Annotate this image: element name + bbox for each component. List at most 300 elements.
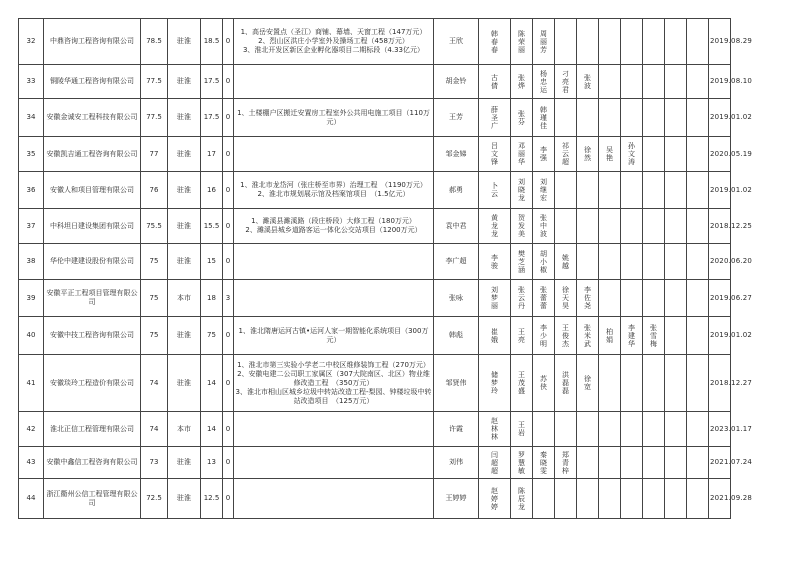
location-cell: 驻淮 xyxy=(168,172,201,209)
bonus-cell: 0 xyxy=(223,412,234,447)
staff-cell xyxy=(511,137,533,172)
lead-person-cell: 郝勇 xyxy=(434,172,479,209)
staff-cell xyxy=(479,99,511,137)
date-cell: 2021.09.28 xyxy=(709,479,731,519)
row-number-cell: 37 xyxy=(19,209,44,244)
date-cell: 2019.06.27 xyxy=(709,280,731,317)
staff-name: 古倩 xyxy=(491,73,498,90)
staff-name: 王亮 xyxy=(518,327,525,344)
staff-name: 张芬 xyxy=(518,109,525,126)
staff-cell xyxy=(533,137,555,172)
company-name-cell: 安徽中鑫信工程咨询有限公司 xyxy=(44,447,141,479)
project-line: 2、濉溪县城乡道路客运一体化公交站项目（1200万元） xyxy=(245,226,422,234)
bonus-cell: 0 xyxy=(223,65,234,99)
subtotal-cell: 12.5 xyxy=(201,479,223,519)
staff-name: 邓丽华 xyxy=(518,142,525,166)
staff-name: 薛圣广 xyxy=(491,105,498,130)
staff-cell xyxy=(621,137,643,172)
project-line: 2、烈山区洪庄小学室外及操场工程（458万元） xyxy=(258,37,409,45)
staff-name: 储梦玲 xyxy=(491,371,498,395)
company-name-cell: 安徽凯吉通工程咨询有限公司 xyxy=(44,137,141,172)
staff-name: 秦晓雯 xyxy=(540,450,547,475)
staff-cell xyxy=(599,479,621,519)
location-cell: 驻淮 xyxy=(168,355,201,412)
staff-cell xyxy=(599,317,621,355)
project-line: 1、淮北市第三实验小学老二中校区维修装饰工程（270万元） xyxy=(237,360,430,369)
staff-cell xyxy=(479,317,511,355)
staff-name: 祁云超 xyxy=(562,142,569,166)
staff-cell xyxy=(621,447,643,479)
row-number-cell: 35 xyxy=(19,137,44,172)
score-cell: 75 xyxy=(141,317,168,355)
score-cell: 77.5 xyxy=(141,65,168,99)
projects-cell xyxy=(234,137,434,172)
staff-cell xyxy=(479,447,511,479)
company-name-cell: 安徽金诚安工程科技有限公司 xyxy=(44,99,141,137)
staff-cell xyxy=(599,99,621,137)
projects-cell xyxy=(234,355,434,412)
staff-cell xyxy=(479,412,511,447)
date-cell: 2019.01.02 xyxy=(709,172,731,209)
row-number-cell: 44 xyxy=(19,479,44,519)
staff-cell xyxy=(511,280,533,317)
staff-cell xyxy=(687,19,709,65)
location-cell: 本市 xyxy=(168,412,201,447)
company-name-cell: 安徽中技工程咨询有限公司 xyxy=(44,317,141,355)
staff-name: 洪磊磊 xyxy=(562,371,569,395)
staff-cell xyxy=(577,355,599,412)
staff-name: 王俊杰 xyxy=(562,323,569,348)
company-name-cell: 安徽人和项目管理有限公司 xyxy=(44,172,141,209)
staff-cell xyxy=(577,244,599,280)
staff-cell xyxy=(511,317,533,355)
staff-cell xyxy=(577,317,599,355)
company-table xyxy=(18,18,786,519)
staff-cell xyxy=(643,412,665,447)
staff-name: 罗慧敏 xyxy=(518,450,525,475)
lead-person-cell: 袁中君 xyxy=(434,209,479,244)
date-cell: 2019.01.02 xyxy=(709,317,731,355)
row-number-cell: 34 xyxy=(19,99,44,137)
row-number-cell: 33 xyxy=(19,65,44,99)
staff-cell xyxy=(511,65,533,99)
score-cell: 72.5 xyxy=(141,479,168,519)
table-body xyxy=(19,19,786,519)
row-number-cell: 40 xyxy=(19,317,44,355)
table-row xyxy=(19,99,786,137)
subtotal-cell: 18 xyxy=(201,280,223,317)
staff-cell xyxy=(687,355,709,412)
location-cell: 驻淮 xyxy=(168,447,201,479)
staff-cell xyxy=(687,479,709,519)
staff-name: 贺发美 xyxy=(518,214,525,238)
staff-name: 韩瑾佳 xyxy=(540,105,547,130)
projects-cell xyxy=(234,19,434,65)
staff-cell xyxy=(555,280,577,317)
staff-name: 崔娥 xyxy=(491,327,498,344)
staff-name: 张云丹 xyxy=(518,286,525,310)
staff-cell xyxy=(555,137,577,172)
table-row xyxy=(19,137,786,172)
staff-cell xyxy=(687,412,709,447)
staff-cell xyxy=(511,99,533,137)
company-name-cell: 中鼎咨询工程咨询有限公司 xyxy=(44,19,141,65)
project-line: 3、淮北开发区新区企业孵化器项目二期标段（4.33亿元） xyxy=(242,46,425,54)
staff-name: 李建华 xyxy=(628,323,635,348)
location-cell: 驻淮 xyxy=(168,244,201,280)
staff-name: 周丽芳 xyxy=(540,29,547,54)
staff-cell xyxy=(665,479,687,519)
staff-cell xyxy=(555,244,577,280)
staff-name: 徐宽 xyxy=(584,375,591,391)
staff-cell xyxy=(643,244,665,280)
lead-person-cell: 李广超 xyxy=(434,244,479,280)
staff-cell xyxy=(643,355,665,412)
projects-cell xyxy=(234,280,434,317)
staff-cell xyxy=(643,317,665,355)
staff-cell xyxy=(577,209,599,244)
staff-cell xyxy=(621,355,643,412)
staff-name: 刘继宏 xyxy=(540,178,547,202)
staff-cell xyxy=(479,244,511,280)
staff-cell xyxy=(511,209,533,244)
score-cell: 74 xyxy=(141,355,168,412)
company-name-cell: 安徽琰玲工程造价有限公司 xyxy=(44,355,141,412)
staff-cell xyxy=(621,317,643,355)
project-line: 1、濉溪县濉溪路（段庄桥段）大修工程（180万元） xyxy=(251,217,416,225)
table-row xyxy=(19,244,786,280)
staff-cell xyxy=(511,479,533,519)
project-line: 1、土楼棚户区搬迁安置房工程室外公共用电施工项目（110万元） xyxy=(237,108,430,126)
bonus-cell: 0 xyxy=(223,99,234,137)
staff-cell xyxy=(687,447,709,479)
subtotal-cell: 14 xyxy=(201,355,223,412)
subtotal-cell: 17.5 xyxy=(201,65,223,99)
staff-name: 赵林林 xyxy=(491,417,498,441)
staff-cell xyxy=(599,209,621,244)
staff-cell xyxy=(665,137,687,172)
staff-cell xyxy=(665,65,687,99)
company-name-cell: 铜陵华通工程咨询有限公司 xyxy=(44,65,141,99)
staff-cell xyxy=(621,280,643,317)
staff-name: 吴艳 xyxy=(606,146,613,162)
location-cell: 本市 xyxy=(168,280,201,317)
staff-cell xyxy=(533,65,555,99)
staff-cell xyxy=(665,412,687,447)
staff-cell xyxy=(479,65,511,99)
staff-cell xyxy=(687,209,709,244)
staff-name: 张波 xyxy=(584,73,591,90)
location-cell: 驻淮 xyxy=(168,209,201,244)
staff-name: 刘晓龙 xyxy=(518,178,525,202)
staff-cell xyxy=(479,479,511,519)
lead-person-cell: 胡金铃 xyxy=(434,65,479,99)
staff-cell xyxy=(599,244,621,280)
staff-cell xyxy=(479,19,511,65)
bonus-cell: 0 xyxy=(223,317,234,355)
table-row xyxy=(19,209,786,244)
project-line: 2、淮北市规划展示馆及档案馆项目 （1.5亿元） xyxy=(257,190,410,198)
staff-name: 陈辰龙 xyxy=(518,486,525,511)
staff-cell xyxy=(621,172,643,209)
score-cell: 75.5 xyxy=(141,209,168,244)
staff-name: 李骏 xyxy=(491,253,498,270)
staff-cell xyxy=(665,447,687,479)
subtotal-cell: 16 xyxy=(201,172,223,209)
staff-cell xyxy=(665,317,687,355)
date-cell: 2019.01.02 xyxy=(709,99,731,137)
projects-cell xyxy=(234,479,434,519)
staff-cell xyxy=(511,244,533,280)
project-line: 1、淮北市龙岱河（张庄桥至市界）治理工程 （1190万元） xyxy=(240,181,427,189)
staff-cell xyxy=(687,137,709,172)
company-name-cell: 华伦中建建设股份有限公司 xyxy=(44,244,141,280)
subtotal-cell: 15 xyxy=(201,244,223,280)
table-row xyxy=(19,19,786,65)
staff-name: 郑青梓 xyxy=(562,450,569,475)
location-cell: 驻淮 xyxy=(168,99,201,137)
staff-cell xyxy=(479,355,511,412)
staff-name: 韩春春 xyxy=(491,29,498,54)
date-cell: 2018.12.27 xyxy=(709,355,731,412)
staff-name: 柏娟 xyxy=(606,327,613,344)
project-line: 3、淮北市相山区城乡垃圾中转站改造工程-梨园、钟楼垃圾中转站改造项目 （125万元） xyxy=(235,387,432,405)
staff-cell xyxy=(643,447,665,479)
staff-cell xyxy=(643,19,665,65)
staff-cell xyxy=(599,355,621,412)
table-row xyxy=(19,355,786,412)
staff-cell xyxy=(665,172,687,209)
staff-cell xyxy=(643,209,665,244)
staff-cell xyxy=(687,99,709,137)
staff-name: 刘梦丽 xyxy=(491,286,498,310)
date-cell: 2021.07.24 xyxy=(709,447,731,479)
staff-cell xyxy=(621,244,643,280)
company-name-cell: 浙江衢州公信工程管理有限公司 xyxy=(44,479,141,519)
staff-name: 李少明 xyxy=(540,323,547,348)
staff-name: 张中波 xyxy=(540,214,547,238)
subtotal-cell: 14 xyxy=(201,412,223,447)
projects-cell xyxy=(234,412,434,447)
staff-cell xyxy=(599,412,621,447)
staff-name: 闫超超 xyxy=(491,450,498,475)
staff-cell xyxy=(665,244,687,280)
staff-cell xyxy=(555,479,577,519)
subtotal-cell: 13 xyxy=(201,447,223,479)
staff-cell xyxy=(643,280,665,317)
subtotal-cell: 75 xyxy=(201,317,223,355)
projects-cell xyxy=(234,317,434,355)
staff-cell xyxy=(687,172,709,209)
staff-cell xyxy=(687,317,709,355)
staff-cell xyxy=(479,172,511,209)
company-name-cell: 安徽平正工程项目管理有限公司 xyxy=(44,280,141,317)
lead-person-cell: 王婷婷 xyxy=(434,479,479,519)
staff-cell xyxy=(577,479,599,519)
staff-cell xyxy=(577,412,599,447)
staff-cell xyxy=(665,209,687,244)
score-cell: 73 xyxy=(141,447,168,479)
staff-cell xyxy=(511,412,533,447)
staff-cell xyxy=(533,280,555,317)
projects-cell xyxy=(234,65,434,99)
staff-cell xyxy=(555,412,577,447)
staff-cell xyxy=(577,447,599,479)
score-cell: 75 xyxy=(141,244,168,280)
staff-cell xyxy=(555,317,577,355)
staff-cell xyxy=(577,137,599,172)
staff-name: 黄龙龙 xyxy=(491,214,498,238)
staff-cell xyxy=(643,137,665,172)
project-line: 1、淮北隋唐运河古镇•运河人家一期智能化系统项目（300万元） xyxy=(238,326,429,344)
bonus-cell: 0 xyxy=(223,244,234,280)
date-cell: 2020.05.19 xyxy=(709,137,731,172)
staff-name: 赵婷婷 xyxy=(491,486,498,511)
row-number-cell: 39 xyxy=(19,280,44,317)
lead-person-cell: 王欣 xyxy=(434,19,479,65)
projects-cell xyxy=(234,447,434,479)
date-cell: 2020.06.20 xyxy=(709,244,731,280)
location-cell: 驻淮 xyxy=(168,19,201,65)
staff-cell xyxy=(533,19,555,65)
staff-cell xyxy=(599,137,621,172)
row-number-cell: 42 xyxy=(19,412,44,447)
row-number-cell: 32 xyxy=(19,19,44,65)
staff-cell xyxy=(599,447,621,479)
staff-cell xyxy=(643,65,665,99)
staff-cell xyxy=(533,172,555,209)
bonus-cell: 0 xyxy=(223,209,234,244)
staff-cell xyxy=(577,19,599,65)
score-cell: 76 xyxy=(141,172,168,209)
staff-name: 徐天昊 xyxy=(562,286,569,310)
staff-name: 李强 xyxy=(540,146,547,162)
staff-name: 张雪梅 xyxy=(650,323,657,348)
row-number-cell: 43 xyxy=(19,447,44,479)
staff-cell xyxy=(621,19,643,65)
table-row xyxy=(19,412,786,447)
staff-cell xyxy=(555,209,577,244)
staff-cell xyxy=(479,209,511,244)
staff-cell xyxy=(665,99,687,137)
score-cell: 75 xyxy=(141,280,168,317)
lead-person-cell: 王芳 xyxy=(434,99,479,137)
staff-cell xyxy=(621,209,643,244)
staff-cell xyxy=(533,412,555,447)
staff-name: 张烨 xyxy=(518,73,525,90)
staff-name: 孙文涛 xyxy=(628,142,635,166)
staff-cell xyxy=(577,280,599,317)
record-sheet xyxy=(18,18,778,552)
score-cell: 78.5 xyxy=(141,19,168,65)
staff-cell xyxy=(555,447,577,479)
staff-cell xyxy=(643,479,665,519)
staff-cell xyxy=(643,99,665,137)
staff-cell xyxy=(621,412,643,447)
staff-cell xyxy=(555,355,577,412)
staff-cell xyxy=(599,172,621,209)
staff-cell xyxy=(599,280,621,317)
project-line: 2、安徽电建二公司职工家属区（307大院南区、北区）物业维修改造工程 （350万元） xyxy=(237,369,430,387)
subtotal-cell: 15.5 xyxy=(201,209,223,244)
staff-cell xyxy=(577,65,599,99)
staff-cell xyxy=(555,99,577,137)
staff-name: 张米武 xyxy=(584,323,591,348)
subtotal-cell: 17.5 xyxy=(201,99,223,137)
staff-name: 刁亮君 xyxy=(562,69,569,94)
table-row xyxy=(19,172,786,209)
bonus-cell: 0 xyxy=(223,19,234,65)
staff-name: 张蕾蕾 xyxy=(540,286,547,310)
date-cell: 2018.12.25 xyxy=(709,209,731,244)
staff-cell xyxy=(687,244,709,280)
staff-cell xyxy=(511,447,533,479)
staff-cell xyxy=(643,172,665,209)
staff-name: 王茂盛 xyxy=(518,371,525,395)
subtotal-cell: 18.5 xyxy=(201,19,223,65)
score-cell: 74 xyxy=(141,412,168,447)
table-row xyxy=(19,65,786,99)
score-cell: 77.5 xyxy=(141,99,168,137)
staff-name: 吕文锋 xyxy=(491,142,498,166)
staff-cell xyxy=(687,280,709,317)
staff-name: 徐然 xyxy=(584,146,591,162)
date-cell: 2019.08.10 xyxy=(709,65,731,99)
projects-cell xyxy=(234,172,434,209)
bonus-cell: 0 xyxy=(223,172,234,209)
table-row xyxy=(19,317,786,355)
staff-name: 苏侠 xyxy=(540,375,547,391)
company-name-cell: 淮北正信工程管理有限公司 xyxy=(44,412,141,447)
staff-name: 樊芝涵 xyxy=(518,249,525,274)
location-cell: 驻淮 xyxy=(168,479,201,519)
lead-person-cell: 刘伟 xyxy=(434,447,479,479)
staff-name: 卜云 xyxy=(491,182,498,198)
lead-person-cell: 张咏 xyxy=(434,280,479,317)
staff-cell xyxy=(665,280,687,317)
company-name-cell: 中科坦日建设集团有限公司 xyxy=(44,209,141,244)
row-number-cell: 38 xyxy=(19,244,44,280)
staff-cell xyxy=(511,355,533,412)
bonus-cell: 0 xyxy=(223,355,234,412)
staff-name: 杨忠运 xyxy=(540,69,547,94)
lead-person-cell: 邹金娣 xyxy=(434,137,479,172)
projects-cell xyxy=(234,244,434,280)
lead-person-cell: 韩彪 xyxy=(434,317,479,355)
staff-cell xyxy=(599,19,621,65)
staff-cell xyxy=(555,65,577,99)
bonus-cell: 3 xyxy=(223,280,234,317)
location-cell: 驻淮 xyxy=(168,317,201,355)
row-number-cell: 41 xyxy=(19,355,44,412)
staff-cell xyxy=(621,99,643,137)
bonus-cell: 0 xyxy=(223,137,234,172)
staff-cell xyxy=(533,355,555,412)
date-cell: 2019.08.29 xyxy=(709,19,731,65)
staff-cell xyxy=(555,19,577,65)
subtotal-cell: 17 xyxy=(201,137,223,172)
staff-cell xyxy=(555,172,577,209)
staff-cell xyxy=(599,65,621,99)
projects-cell xyxy=(234,209,434,244)
bonus-cell: 0 xyxy=(223,479,234,519)
location-cell: 驻淮 xyxy=(168,65,201,99)
staff-cell xyxy=(479,280,511,317)
row-number-cell: 36 xyxy=(19,172,44,209)
staff-name: 胡小椒 xyxy=(540,249,547,274)
staff-name: 姚越 xyxy=(562,253,569,270)
staff-cell xyxy=(533,99,555,137)
